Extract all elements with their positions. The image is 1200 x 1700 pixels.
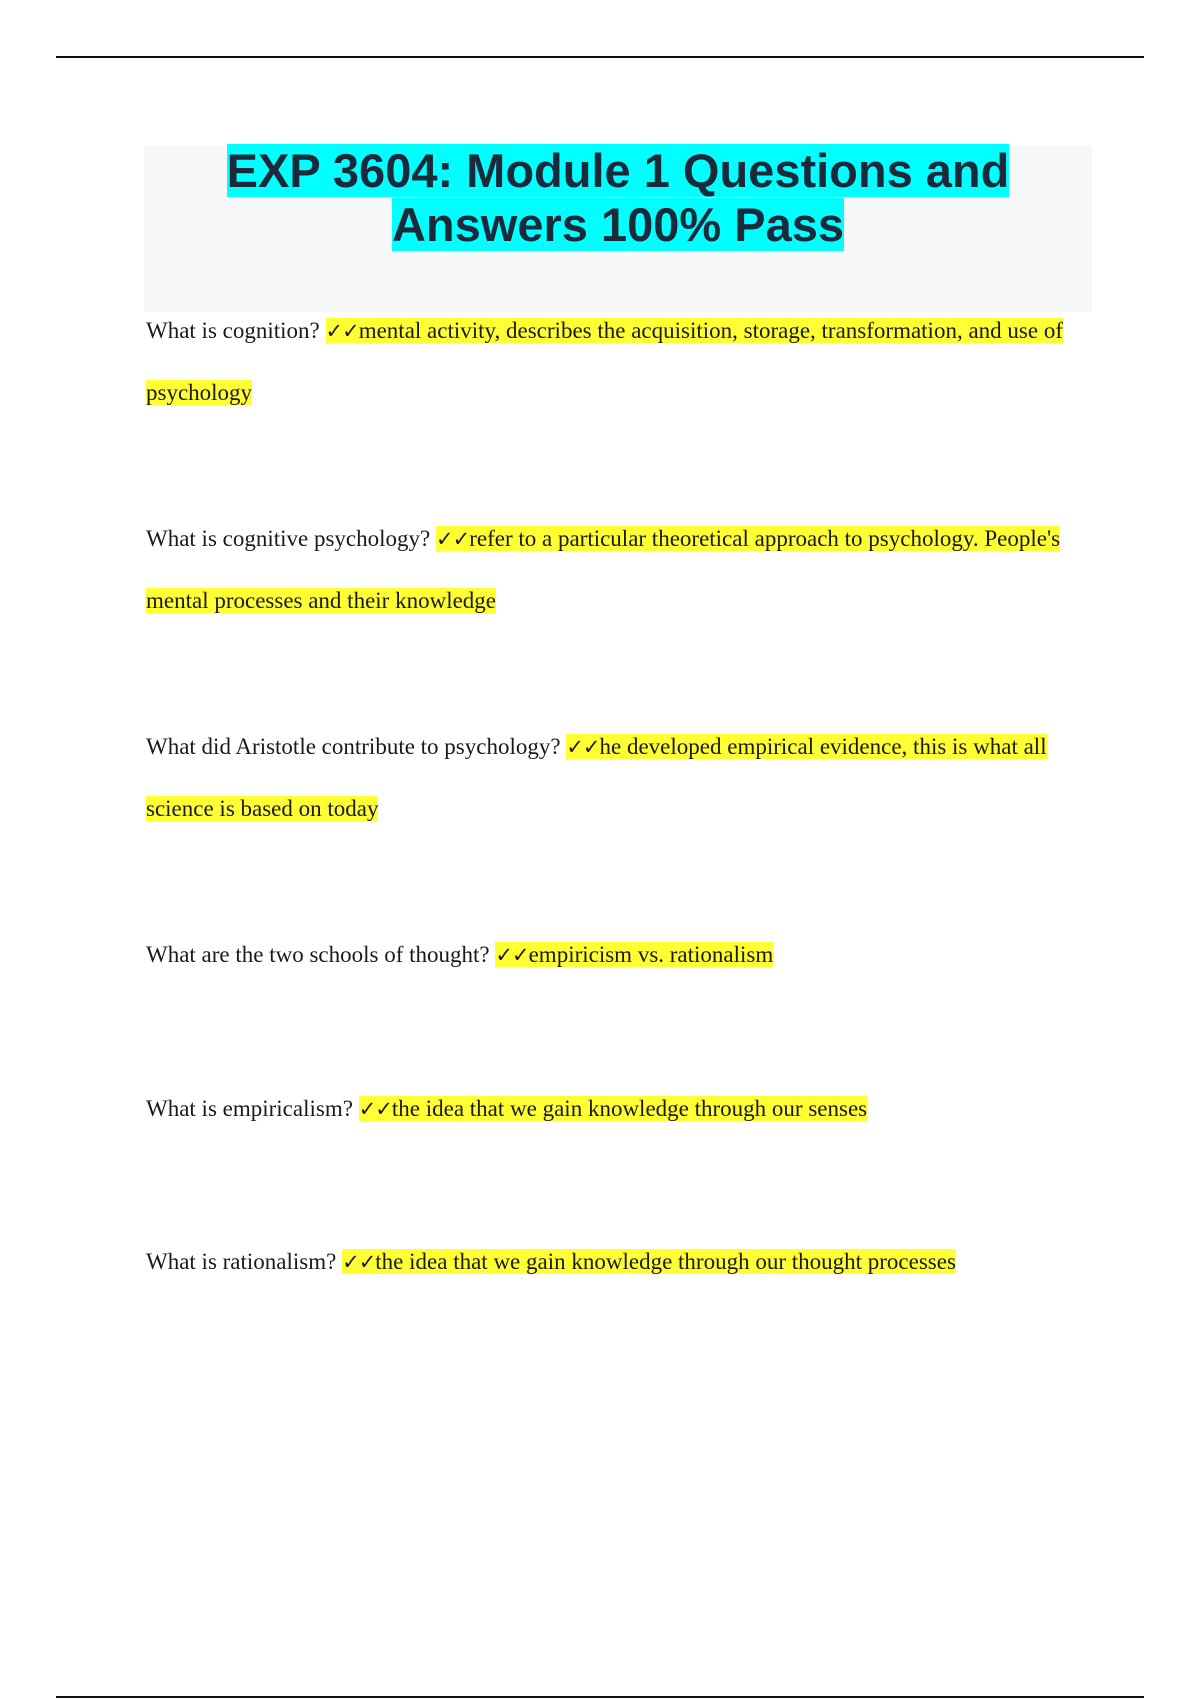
footer-rule (56, 1696, 1144, 1698)
document-title (144, 144, 1092, 252)
question-text: What is cognitive psychology? (146, 526, 436, 551)
answer-highlight (359, 1096, 867, 1121)
question-text: What is rationalism? (146, 1249, 343, 1274)
answer-text: the idea that we gain knowledge through our thought processes (375, 1249, 956, 1274)
answer-text: the idea that we gain knowledge through our senses (391, 1096, 868, 1121)
qa-item (146, 508, 1086, 631)
double-check-icon: ✓✓ (436, 527, 470, 551)
header-rule (56, 56, 1144, 58)
qa-item (146, 1078, 1086, 1140)
double-check-icon: ✓✓ (325, 319, 359, 343)
double-check-icon: ✓✓ (342, 1250, 376, 1274)
answer-text: he developed empirical evidence, this is what all science is based on today (146, 734, 1047, 821)
qa-item (146, 924, 1086, 986)
question-text: What did Aristotle contribute to psychology? (146, 734, 567, 759)
double-check-icon: ✓✓ (566, 735, 600, 759)
double-check-icon: ✓✓ (358, 1097, 392, 1121)
answer-text: empiricism vs. rationalism (528, 942, 774, 967)
answer-highlight (495, 942, 773, 967)
question-text: What is cognition? (146, 318, 326, 343)
title-line-1: EXP 3604: Module 1 Questions and (226, 144, 1010, 197)
answer-text: refer to a particular theoretical approach to psychology. People's mental processes and their knowledge (146, 526, 1061, 613)
double-check-icon: ✓✓ (495, 943, 529, 967)
qa-item (146, 716, 1086, 839)
question-text: What are the two schools of thought? (146, 942, 496, 967)
qa-item (146, 1231, 1086, 1293)
qa-item (146, 300, 1086, 423)
answer-text: mental activity, describes the acquisition, storage, transformation, and use of psychology (146, 318, 1063, 405)
answer-highlight (342, 1249, 956, 1274)
title-line-2: Answers 100% Pass (391, 198, 844, 251)
question-text: What is empiricalism? (146, 1096, 359, 1121)
